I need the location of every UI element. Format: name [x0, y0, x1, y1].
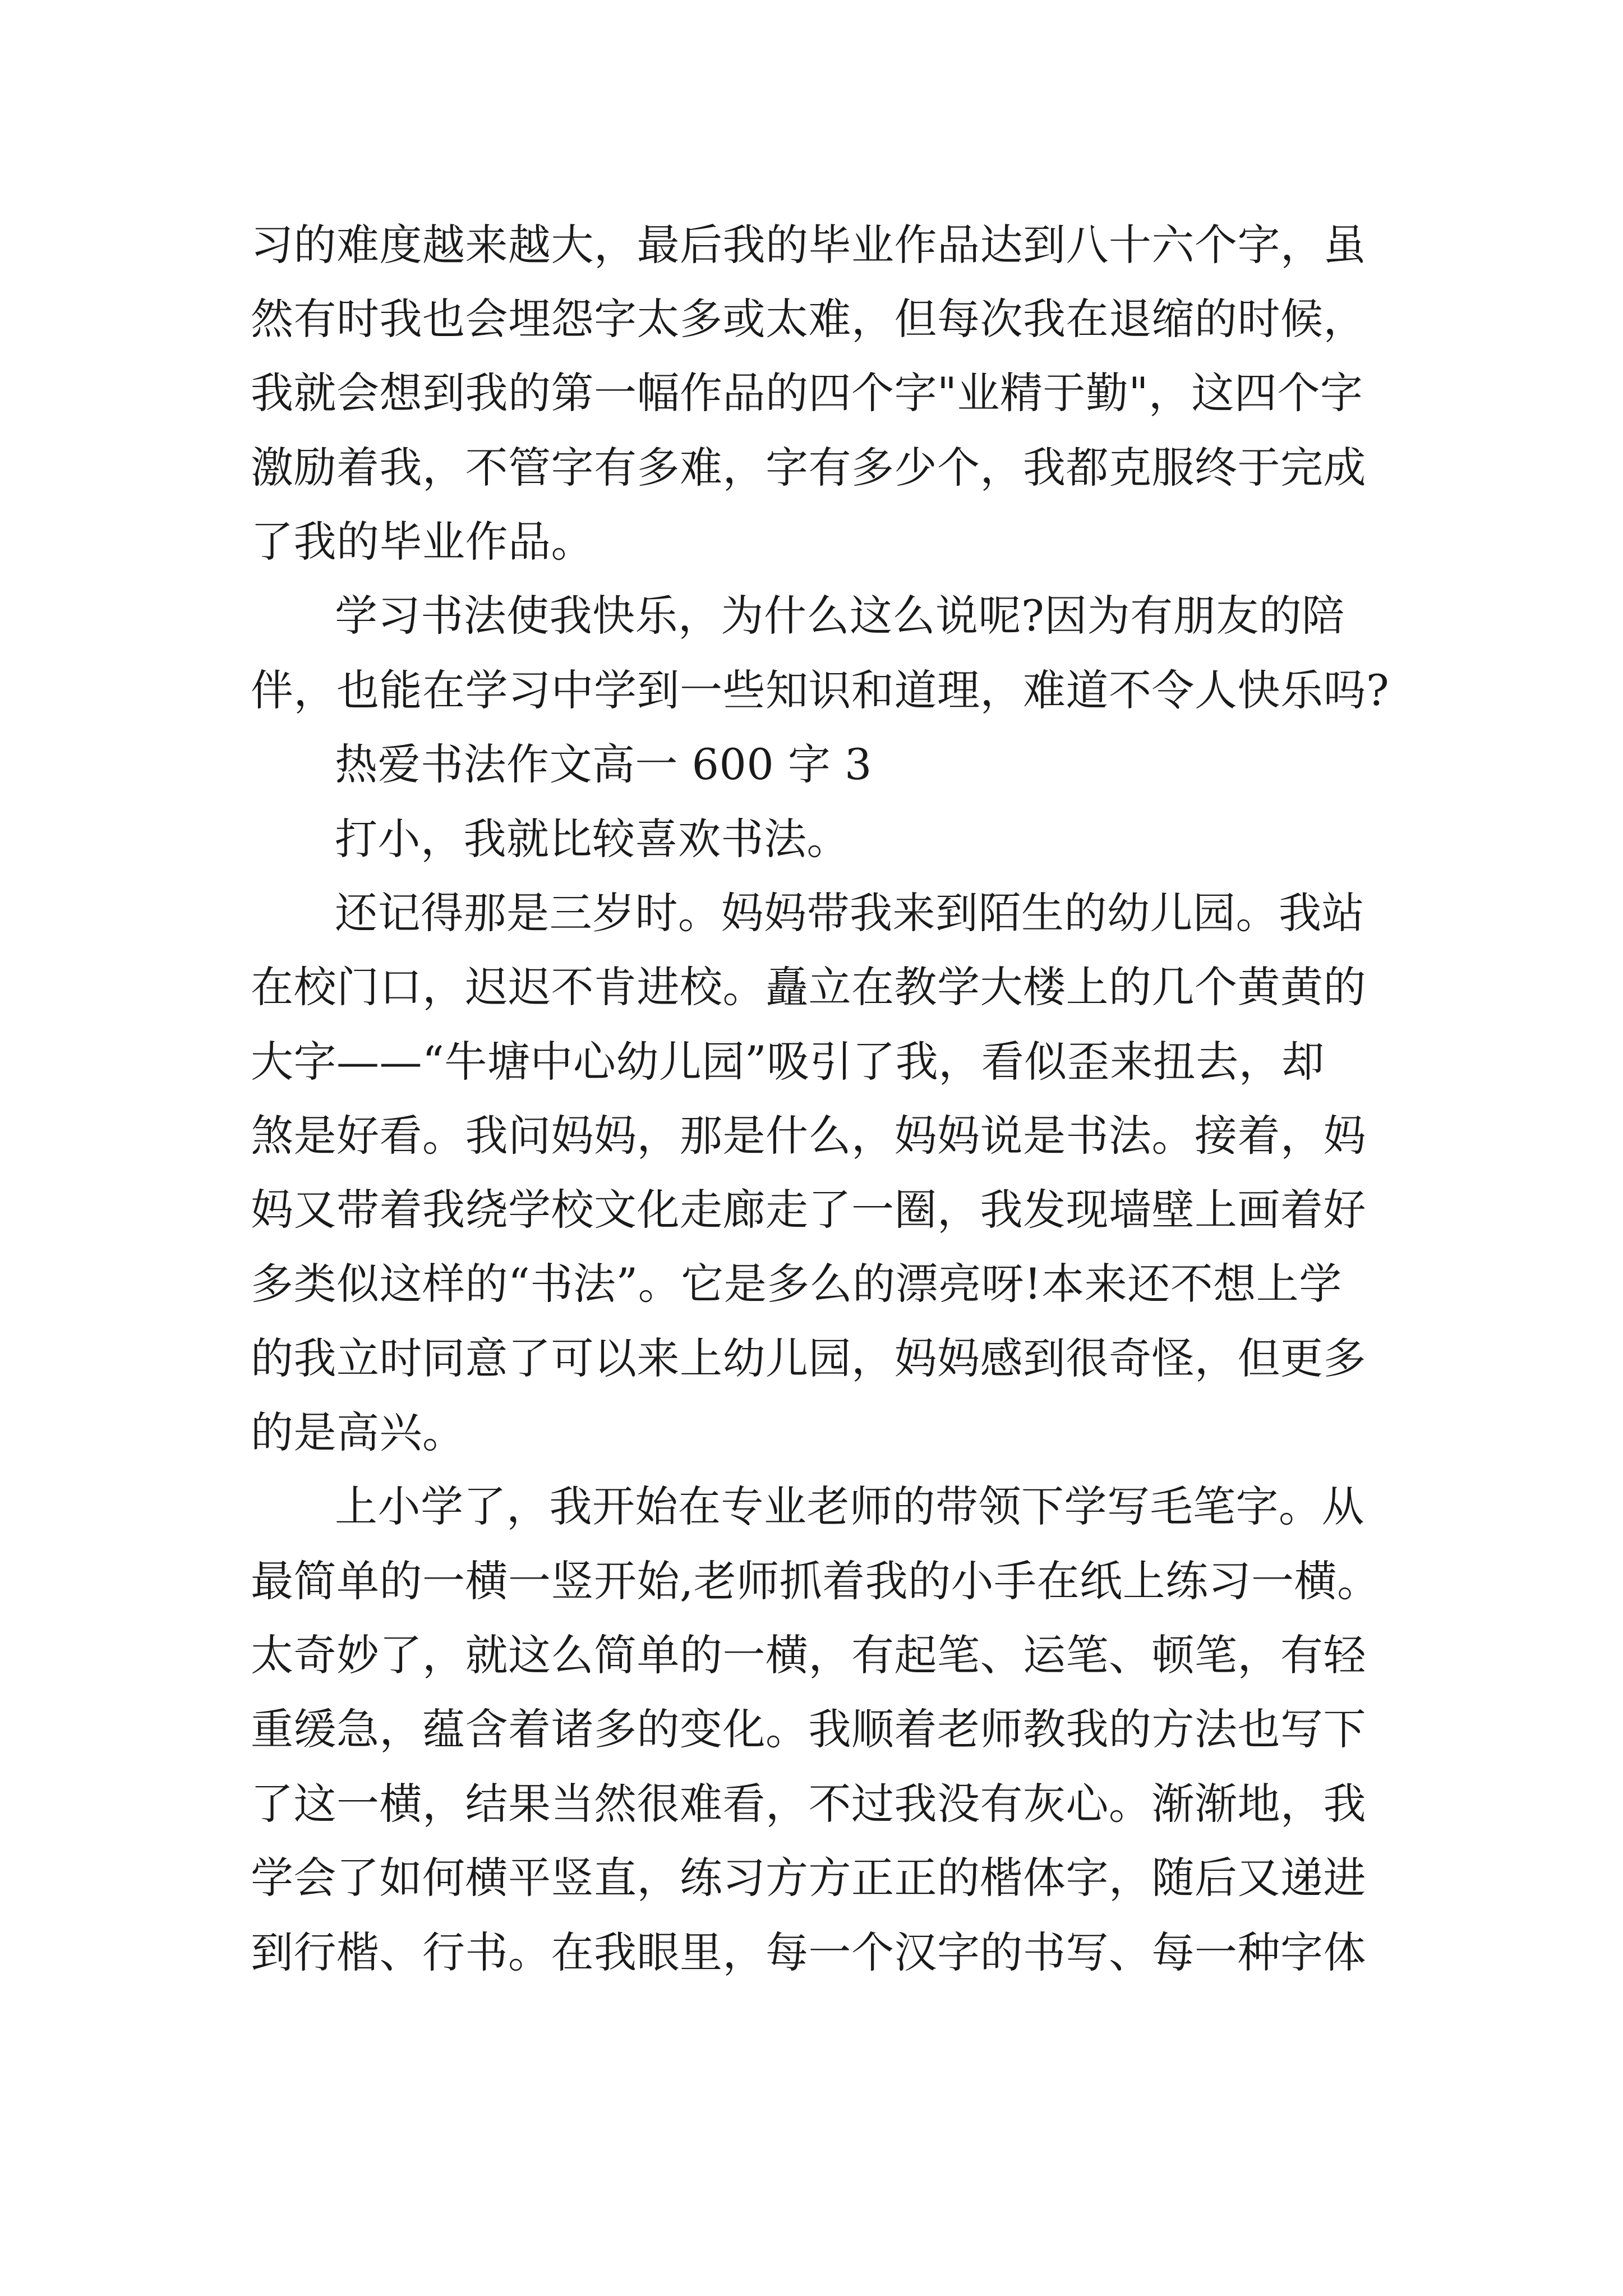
text-line: 太奇妙了，就这么简单的一横，有起笔、运笔、顿笔，有轻: [251, 1630, 1366, 1680]
paragraph-first-line: 学习书法使我快乐，为什么这么说呢?因为有朋友的陪: [335, 591, 1345, 641]
text-line: 的是高兴。: [251, 1407, 465, 1457]
text-line: 激励着我，不管字有多难，字有多少个，我都克服终于完成: [251, 443, 1366, 493]
text-line: 然有时我也会埋怨字太多或太难，但每次我在退缩的时候，: [251, 294, 1366, 344]
text-line: 我就会想到我的第一幅作品的四个字"业精于勤"，这四个字: [251, 368, 1363, 418]
text-line: 重缓急，蕴含着诸多的变化。我顺着老师教我的方法也写下: [251, 1704, 1366, 1754]
text-line: 大字——“牛塘中心幼儿园”吸引了我，看似歪来扭去，却: [251, 1037, 1325, 1087]
text-line: 到行楷、行书。在我眼里，每一个汉字的书写、每一种字体: [251, 1927, 1366, 1977]
text-line: 最简单的一横一竖开始,老师抓着我的小手在纸上练习一横。: [251, 1556, 1380, 1606]
text-line: 了这一横，结果当然很难看，不过我没有灰心。渐渐地，我: [251, 1779, 1366, 1829]
text-line: 在校门口，迟迟不肯进校。矗立在教学大楼上的几个黄黄的: [251, 962, 1366, 1012]
text-line: 的我立时同意了可以来上幼儿园，妈妈感到很奇怪，但更多: [251, 1333, 1366, 1383]
text-line: 学会了如何横平竖直，练习方方正正的楷体字，随后又递进: [251, 1853, 1366, 1903]
section-heading: 热爱书法作文高一 600 字 3: [335, 739, 872, 789]
paragraph-first-line: 还记得那是三岁时。妈妈带我来到陌生的幼儿园。我站: [335, 888, 1364, 938]
text-line: 习的难度越来越大，最后我的毕业作品达到八十六个字，虽: [251, 220, 1366, 270]
text-line: 了我的毕业作品。: [251, 517, 594, 567]
paragraph-first-line: 上小学了，我开始在专业老师的带领下学写毛笔字。从: [335, 1481, 1364, 1531]
text-line: 伴，也能在学习中学到一些知识和道理，难道不令人快乐吗?: [251, 665, 1390, 715]
text-line: 煞是好看。我问妈妈，那是什么，妈妈说是书法。接着，妈: [251, 1111, 1366, 1161]
text-line: 多类似这样的“书法”。它是多么的漂亮呀!本来还不想上学: [251, 1259, 1342, 1309]
text-line: 妈又带着我绕学校文化走廊走了一圈，我发现墙壁上画着好: [251, 1185, 1366, 1235]
paragraph-first-line: 打小，我就比较喜欢书法。: [335, 814, 850, 864]
